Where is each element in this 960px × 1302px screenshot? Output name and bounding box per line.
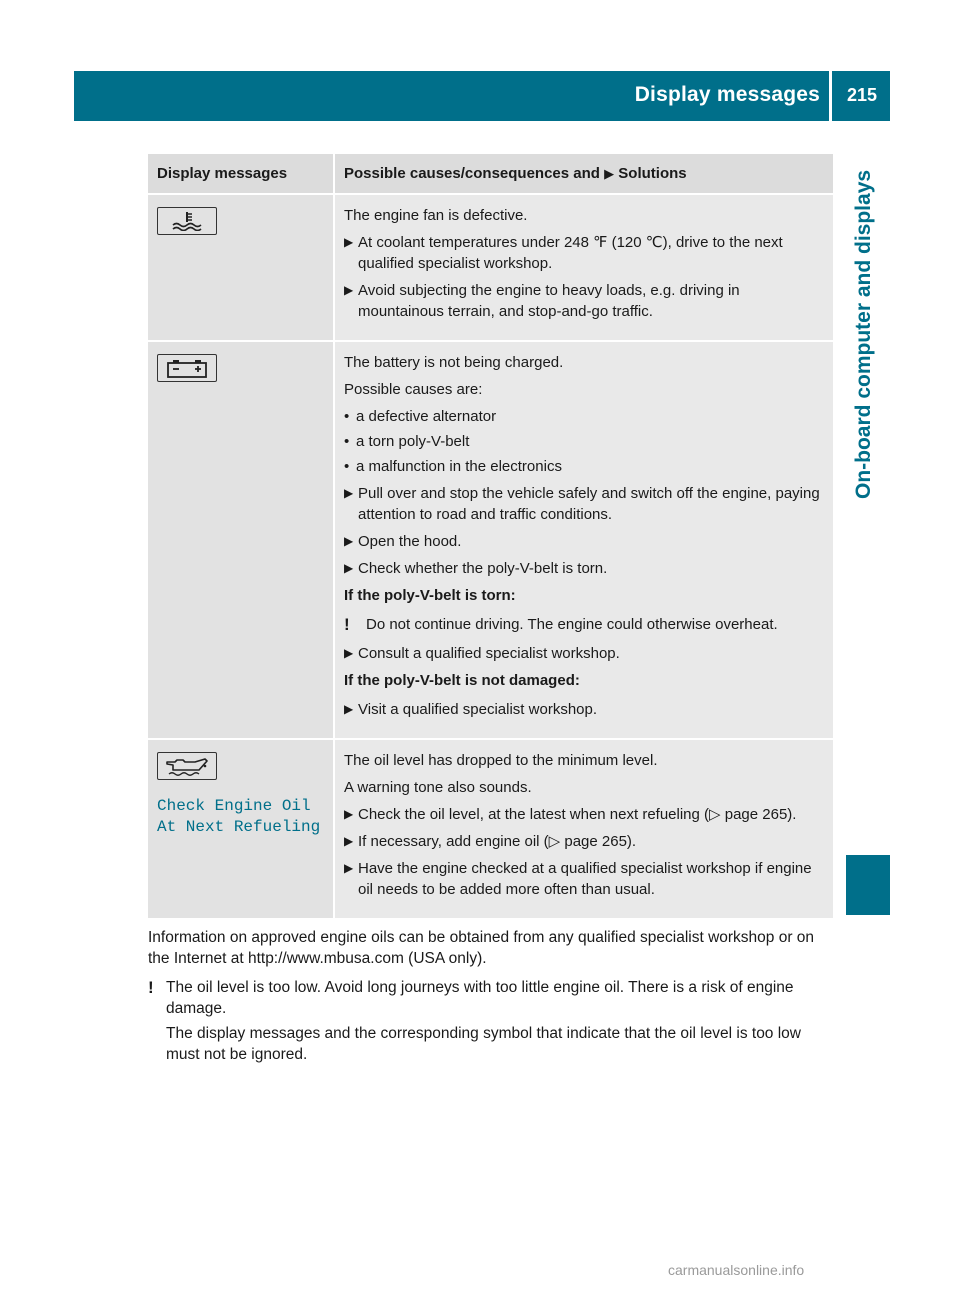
text-line: The battery is not being charged. [344, 354, 564, 371]
step-arrow-icon: ▶ [344, 486, 354, 500]
step-text: If necessary, add engine oil (▷ page 265). [358, 833, 637, 850]
step-item [344, 858, 827, 900]
info-section [148, 927, 838, 1065]
col-header-display-messages: Display messages [148, 154, 334, 194]
bullet-item [344, 431, 827, 452]
warning-note [148, 977, 838, 1065]
warning-icon: ! [344, 615, 350, 634]
step-item [344, 483, 827, 525]
battery-icon [157, 354, 217, 382]
table-header-row [148, 154, 833, 194]
warning-text: Do not continue driving. The engine could otherwise overheat. [366, 616, 778, 633]
warning-text: The oil level is too low. Avoid long journeys with too little engine oil. There is a risk of engine damage. [166, 979, 794, 1017]
text-line: The oil level has dropped to the minimum level. [344, 752, 658, 769]
bullet-item [344, 406, 827, 427]
display-message-cell [148, 194, 334, 341]
text-line: The engine fan is defective. [344, 207, 528, 224]
step-item [344, 699, 827, 720]
step-item [344, 804, 827, 825]
display-message-cell [148, 739, 334, 918]
col-header-causes-text: Possible causes/consequences and [344, 165, 600, 182]
display-text-line2: At Next Refueling [157, 818, 321, 836]
step-item [344, 643, 827, 664]
bullet-dot: • [344, 408, 350, 425]
causes-cell [334, 341, 833, 739]
step-arrow-icon: ▶ [344, 834, 354, 848]
step-arrow-icon: ▶ [344, 283, 354, 297]
step-item [344, 558, 827, 579]
header-bar [74, 71, 890, 121]
coolant-temperature-icon [157, 207, 217, 235]
bullet-text: a torn poly-V-belt [356, 433, 470, 450]
step-text: Visit a qualified specialist workshop. [358, 701, 598, 718]
step-arrow-icon: ▶ [344, 702, 354, 716]
step-text: Avoid subjecting the engine to heavy loads, e.g. driving in mountainous terrain, and stop-and-go traffic. [358, 282, 740, 320]
subheading: If the poly-V-belt is torn: [344, 587, 516, 604]
bullet-text: a malfunction in the electronics [356, 458, 562, 475]
table-row [148, 739, 833, 918]
step-text: Consult a qualified specialist workshop. [358, 645, 620, 662]
watermark: carmanualsonline.info [668, 1262, 805, 1278]
side-tab-label: On-board computer and displays [852, 170, 875, 500]
warning-icon: ! [148, 978, 154, 997]
warning-extra-text: The display messages and the corresponding symbol that indicate that the oil level is too low must not be ignored. [166, 1025, 801, 1063]
bullet-text: a defective alternator [356, 408, 497, 425]
text-line: A warning tone also sounds. [344, 779, 532, 796]
step-text: At coolant temperatures under 248 ℉ (120 ℃), drive to the next qualified specialist workshop. [358, 234, 783, 272]
step-arrow-icon: ▶ [344, 534, 354, 548]
step-item [344, 831, 827, 852]
bullet-dot: • [344, 433, 350, 450]
display-messages-table [148, 154, 833, 918]
oil-can-icon [157, 752, 217, 780]
page-title: Display messages [634, 83, 820, 106]
header-divider [829, 71, 832, 121]
causes-cell [334, 739, 833, 918]
col-header-causes [334, 154, 833, 194]
table-row [148, 194, 833, 341]
side-tab-marker [846, 855, 890, 915]
step-item [344, 232, 827, 274]
display-text-line1: Check Engine Oil [157, 797, 311, 815]
step-text: Check the oil level, at the latest when next refueling (▷ page 265). [358, 806, 797, 823]
warning-note [344, 614, 827, 635]
page-number: 215 [846, 85, 878, 105]
table-row [148, 341, 833, 739]
display-text [157, 796, 327, 838]
step-arrow-icon: ▶ [344, 561, 354, 575]
step-arrow-icon: ▶ [604, 166, 615, 181]
display-message-cell [148, 341, 334, 739]
causes-cell [334, 194, 833, 341]
step-arrow-icon: ▶ [344, 807, 354, 821]
step-arrow-icon: ▶ [344, 235, 354, 249]
col-header-solutions-text: Solutions [618, 165, 687, 182]
step-text: Pull over and stop the vehicle safely and switch off the engine, paying attention to road and traffic conditions. [358, 485, 820, 523]
bullet-item [344, 456, 827, 477]
info-paragraph: Information on approved engine oils can be obtained from any qualified specialist workshop or on the Internet at http://www.mbusa.com (USA only). [148, 929, 815, 967]
text-line: Possible causes are: [344, 381, 483, 398]
step-text: Check whether the poly-V-belt is torn. [358, 560, 608, 577]
step-item [344, 531, 827, 552]
step-arrow-icon: ▶ [344, 861, 354, 875]
bullet-dot: • [344, 458, 350, 475]
step-arrow-icon: ▶ [344, 646, 354, 660]
step-text: Open the hood. [358, 533, 462, 550]
subheading: If the poly-V-belt is not damaged: [344, 672, 580, 689]
step-item [344, 280, 827, 322]
step-text: Have the engine checked at a qualified specialist workshop if engine oil needs to be added more often than usual. [358, 860, 812, 898]
